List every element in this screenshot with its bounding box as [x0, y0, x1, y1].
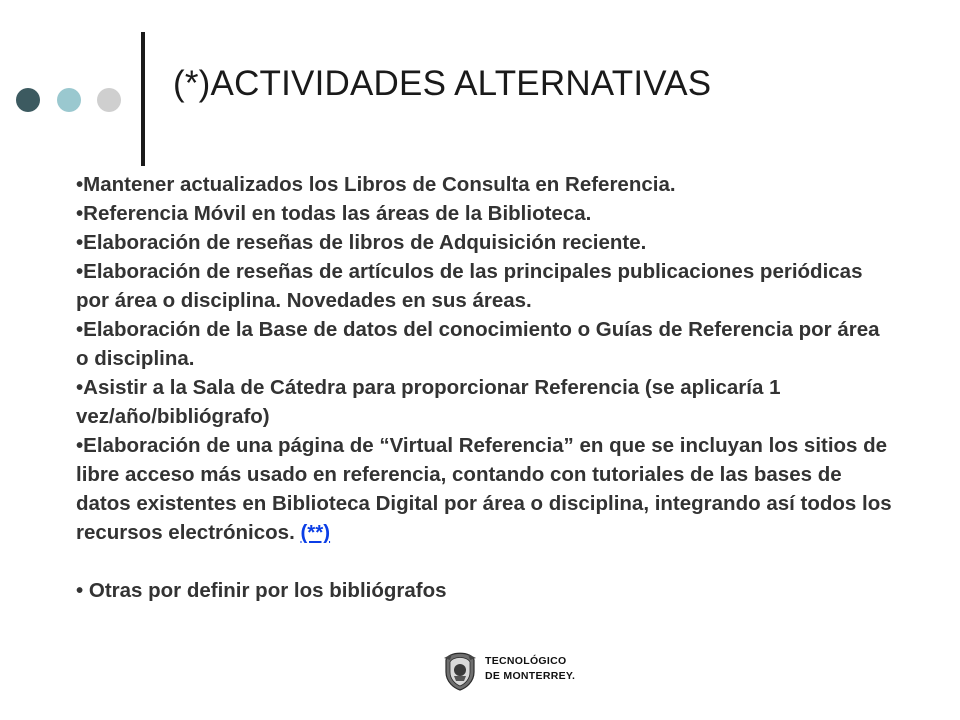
logo-wordmark — [485, 654, 575, 684]
logo-line-1: TECNOLÓGICO — [485, 655, 567, 667]
slide-title: (*)ACTIVIDADES ALTERNATIVAS — [173, 64, 712, 103]
footnote-link[interactable]: (**) — [300, 521, 331, 544]
institution-seal-icon — [440, 646, 480, 692]
logo-line-2: DE MONTERREY. — [485, 670, 576, 682]
list-item-with-link — [76, 431, 896, 547]
decorative-dot-dark — [16, 88, 40, 112]
tecnologico-de-monterrey-logo — [440, 644, 590, 696]
decorative-dot-teal — [57, 88, 81, 112]
list-item: •Mantener actualizados los Libros de Consulta en Referencia. — [76, 173, 676, 196]
title-divider-line — [141, 32, 145, 166]
decorative-dot-gray — [97, 88, 121, 112]
list-item: •Elaboración de reseñas de artículos de las principales publicaciones periódicas por área o disciplina. Novedades en sus áreas. — [76, 260, 863, 312]
list-item-text: •Elaboración de una página de “Virtual Referencia” en que se incluyan los sitios de libre acceso más usado en referencia, contando con tutoriales de las bases de datos existentes en Biblioteca Digital por área o disciplina, integrando así todos los recursos electrónicos. — [76, 434, 892, 544]
list-item: •Referencia Móvil en todas las áreas de la Biblioteca. — [76, 202, 592, 225]
list-item: •Elaboración de reseñas de libros de Adquisición reciente. — [76, 231, 647, 254]
slide-body — [76, 170, 896, 605]
list-item: •Asistir a la Sala de Cátedra para proporcionar Referencia (se aplicaría 1 vez/año/bibliógrafo) — [76, 376, 781, 428]
list-item: • Otras por definir por los bibliógrafos — [76, 579, 447, 602]
spacer — [76, 547, 896, 576]
list-item: •Elaboración de la Base de datos del conocimiento o Guías de Referencia por área o disciplina. — [76, 318, 880, 370]
